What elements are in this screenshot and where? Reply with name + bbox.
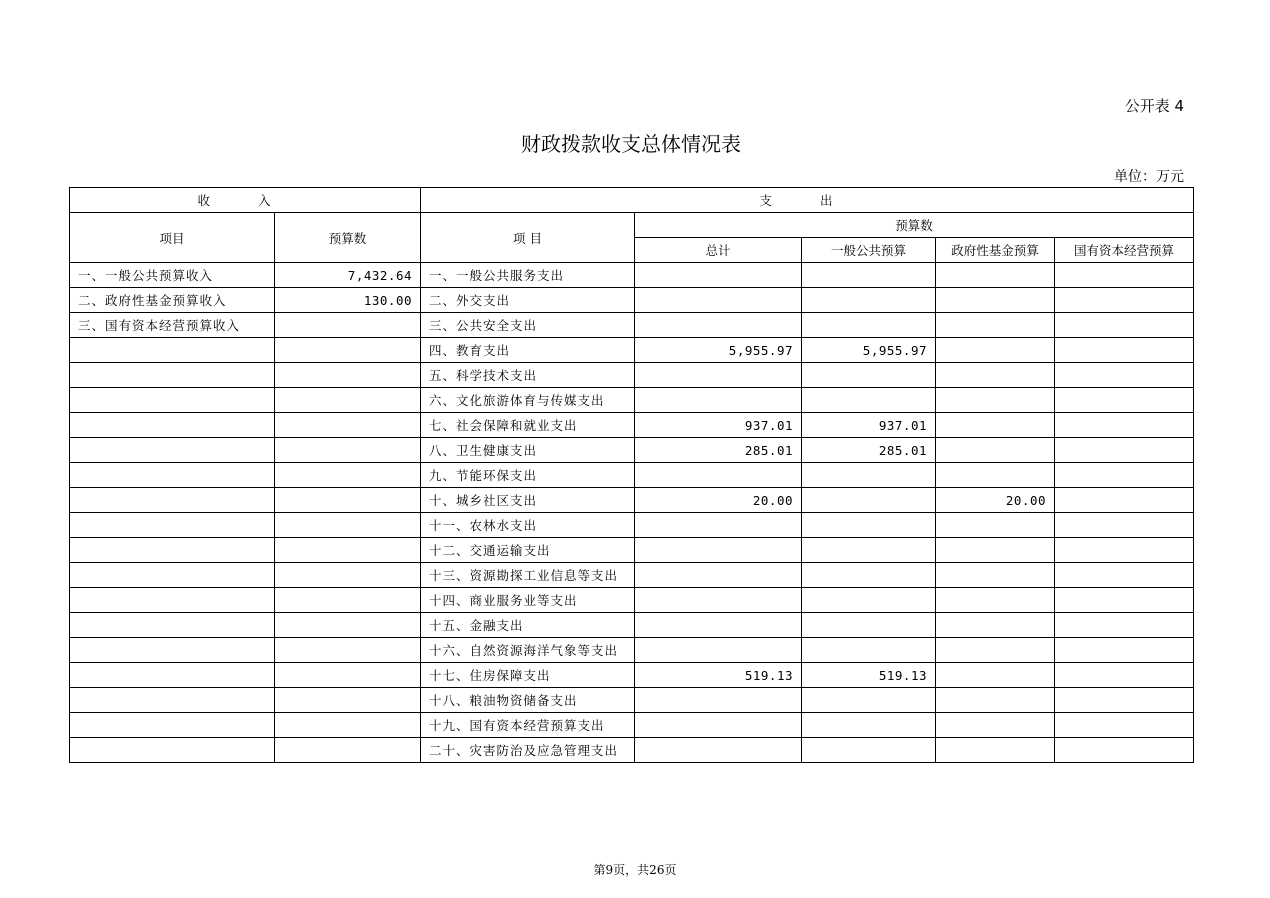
income-value-cell <box>275 638 421 663</box>
income-item-header: 项目 <box>70 213 275 263</box>
income-item-cell <box>70 563 275 588</box>
expense-budget-header: 预算数 <box>635 213 1194 238</box>
state-capital-cell <box>1055 413 1194 438</box>
state-capital-cell <box>1055 388 1194 413</box>
expense-item-cell: 十、城乡社区支出 <box>421 488 635 513</box>
income-item-cell <box>70 438 275 463</box>
income-value-cell <box>275 313 421 338</box>
gov-fund-cell <box>936 588 1055 613</box>
income-item-cell <box>70 338 275 363</box>
income-item-cell <box>70 738 275 763</box>
income-item-cell <box>70 488 275 513</box>
expense-item-cell: 十四、商业服务业等支出 <box>421 588 635 613</box>
state-capital-cell <box>1055 738 1194 763</box>
total-cell <box>635 738 802 763</box>
gov-fund-cell <box>936 663 1055 688</box>
general-budget-cell <box>802 588 936 613</box>
general-budget-cell <box>802 563 936 588</box>
expense-item-cell: 三、公共安全支出 <box>421 313 635 338</box>
table-row <box>70 488 1194 513</box>
state-capital-cell <box>1055 538 1194 563</box>
gov-fund-cell <box>936 313 1055 338</box>
expense-item-cell: 十七、住房保障支出 <box>421 663 635 688</box>
gov-fund-cell <box>936 563 1055 588</box>
state-capital-cell <box>1055 513 1194 538</box>
table-row <box>70 713 1194 738</box>
income-budget-header: 预算数 <box>275 213 421 263</box>
income-item-cell <box>70 513 275 538</box>
general-budget-cell <box>802 388 936 413</box>
general-budget-cell <box>802 688 936 713</box>
page-title: 财政拨款收支总体情况表 <box>521 132 741 156</box>
gov-fund-cell <box>936 438 1055 463</box>
general-budget-cell: 5,955.97 <box>802 338 936 363</box>
income-header: 收 入 <box>70 188 421 213</box>
income-value-cell <box>275 413 421 438</box>
table-row <box>70 613 1194 638</box>
total-cell <box>635 563 802 588</box>
table-row <box>70 363 1194 388</box>
gov-fund-cell <box>936 388 1055 413</box>
general-budget-cell <box>802 288 936 313</box>
income-value-cell <box>275 463 421 488</box>
income-value-cell <box>275 538 421 563</box>
expense-item-cell: 十六、自然资源海洋气象等支出 <box>421 638 635 663</box>
table-row <box>70 288 1194 313</box>
gov-fund-cell <box>936 513 1055 538</box>
general-budget-cell <box>802 313 936 338</box>
state-capital-cell <box>1055 313 1194 338</box>
table-row <box>70 388 1194 413</box>
expense-item-cell: 十一、农林水支出 <box>421 513 635 538</box>
gov-fund-cell: 20.00 <box>936 488 1055 513</box>
total-cell <box>635 288 802 313</box>
budget-table <box>69 187 1194 763</box>
state-capital-cell <box>1055 713 1194 738</box>
income-value-cell <box>275 438 421 463</box>
expense-item-cell: 四、教育支出 <box>421 338 635 363</box>
total-cell: 5,955.97 <box>635 338 802 363</box>
general-budget-cell <box>802 638 936 663</box>
state-capital-cell <box>1055 363 1194 388</box>
total-cell <box>635 588 802 613</box>
income-value-cell <box>275 713 421 738</box>
total-cell <box>635 263 802 288</box>
total-cell: 519.13 <box>635 663 802 688</box>
gov-fund-cell <box>936 463 1055 488</box>
gov-fund-cell <box>936 263 1055 288</box>
table-row <box>70 688 1194 713</box>
state-capital-cell <box>1055 563 1194 588</box>
general-budget-cell <box>802 613 936 638</box>
total-cell <box>635 538 802 563</box>
table-row <box>70 663 1194 688</box>
expense-item-cell: 二十、灾害防治及应急管理支出 <box>421 738 635 763</box>
income-value-cell <box>275 738 421 763</box>
gov-fund-cell <box>936 538 1055 563</box>
gov-fund-cell <box>936 338 1055 363</box>
total-header: 总计 <box>635 238 802 263</box>
total-cell <box>635 688 802 713</box>
income-item-cell <box>70 463 275 488</box>
total-cell <box>635 638 802 663</box>
income-item-cell <box>70 363 275 388</box>
income-item-cell <box>70 638 275 663</box>
total-cell: 285.01 <box>635 438 802 463</box>
state-capital-cell <box>1055 638 1194 663</box>
income-item-cell: 一、一般公共预算收入 <box>70 263 275 288</box>
general-budget-cell: 285.01 <box>802 438 936 463</box>
income-value-cell <box>275 363 421 388</box>
expense-item-cell: 十五、金融支出 <box>421 613 635 638</box>
state-capital-cell <box>1055 588 1194 613</box>
general-budget-cell <box>802 488 936 513</box>
income-item-cell <box>70 713 275 738</box>
gov-fund-cell <box>936 613 1055 638</box>
income-value-cell <box>275 663 421 688</box>
expense-item-cell: 六、文化旅游体育与传媒支出 <box>421 388 635 413</box>
expense-item-cell: 二、外交支出 <box>421 288 635 313</box>
table-row <box>70 588 1194 613</box>
general-budget-cell <box>802 513 936 538</box>
total-cell <box>635 313 802 338</box>
income-item-cell <box>70 538 275 563</box>
gov-fund-cell <box>936 713 1055 738</box>
state-capital-cell <box>1055 613 1194 638</box>
gov-fund-cell <box>936 413 1055 438</box>
income-value-cell: 7,432.64 <box>275 263 421 288</box>
gov-fund-cell <box>936 363 1055 388</box>
income-value-cell <box>275 388 421 413</box>
gov-fund-cell <box>936 688 1055 713</box>
total-cell <box>635 388 802 413</box>
general-budget-cell <box>802 538 936 563</box>
income-item-cell <box>70 588 275 613</box>
income-value-cell <box>275 488 421 513</box>
income-item-cell <box>70 388 275 413</box>
expense-item-cell: 十八、粮油物资储备支出 <box>421 688 635 713</box>
income-value-cell <box>275 338 421 363</box>
total-cell <box>635 613 802 638</box>
expense-item-cell: 五、科学技术支出 <box>421 363 635 388</box>
table-row <box>70 638 1194 663</box>
state-capital-cell <box>1055 338 1194 363</box>
general-budget-header: 一般公共预算 <box>802 238 936 263</box>
expense-item-cell: 一、一般公共服务支出 <box>421 263 635 288</box>
table-row <box>70 563 1194 588</box>
expense-header: 支 出 <box>421 188 1194 213</box>
doc-label: 公开表 4 <box>1124 97 1184 115</box>
state-capital-cell <box>1055 688 1194 713</box>
income-value-cell <box>275 513 421 538</box>
expense-item-cell: 七、社会保障和就业支出 <box>421 413 635 438</box>
table-row <box>70 413 1194 438</box>
general-budget-cell <box>802 363 936 388</box>
income-value-cell: 130.00 <box>275 288 421 313</box>
general-budget-cell <box>802 713 936 738</box>
general-budget-cell <box>802 463 936 488</box>
expense-item-header: 项 目 <box>421 213 635 263</box>
general-budget-cell: 519.13 <box>802 663 936 688</box>
page-footer: 第9页，共26页 <box>593 863 677 877</box>
expense-item-cell: 十三、资源勘探工业信息等支出 <box>421 563 635 588</box>
total-cell: 937.01 <box>635 413 802 438</box>
income-item-cell: 三、国有资本经营预算收入 <box>70 313 275 338</box>
state-capital-cell <box>1055 463 1194 488</box>
expense-item-cell: 九、节能环保支出 <box>421 463 635 488</box>
table-row <box>70 538 1194 563</box>
unit-label: 单位：万元 <box>1114 169 1184 185</box>
total-cell <box>635 513 802 538</box>
state-capital-cell <box>1055 263 1194 288</box>
state-capital-cell <box>1055 663 1194 688</box>
state-capital-cell <box>1055 488 1194 513</box>
income-value-cell <box>275 688 421 713</box>
gov-fund-header: 政府性基金预算 <box>936 238 1055 263</box>
total-cell <box>635 713 802 738</box>
gov-fund-cell <box>936 738 1055 763</box>
state-capital-header: 国有资本经营预算 <box>1055 238 1194 263</box>
income-item-cell <box>70 663 275 688</box>
table-row <box>70 313 1194 338</box>
state-capital-cell <box>1055 438 1194 463</box>
income-value-cell <box>275 588 421 613</box>
general-budget-cell <box>802 738 936 763</box>
gov-fund-cell <box>936 288 1055 313</box>
general-budget-cell <box>802 263 936 288</box>
expense-item-cell: 十九、国有资本经营预算支出 <box>421 713 635 738</box>
general-budget-cell: 937.01 <box>802 413 936 438</box>
income-value-cell <box>275 613 421 638</box>
table-row <box>70 263 1194 288</box>
table-row <box>70 463 1194 488</box>
total-cell <box>635 363 802 388</box>
gov-fund-cell <box>936 638 1055 663</box>
state-capital-cell <box>1055 288 1194 313</box>
table-row <box>70 338 1194 363</box>
income-item-cell <box>70 688 275 713</box>
income-item-cell: 二、政府性基金预算收入 <box>70 288 275 313</box>
table-row <box>70 438 1194 463</box>
table-row <box>70 738 1194 763</box>
income-item-cell <box>70 413 275 438</box>
income-value-cell <box>275 563 421 588</box>
expense-item-cell: 十二、交通运输支出 <box>421 538 635 563</box>
table-body <box>70 263 1194 763</box>
income-item-cell <box>70 613 275 638</box>
expense-item-cell: 八、卫生健康支出 <box>421 438 635 463</box>
total-cell <box>635 463 802 488</box>
total-cell: 20.00 <box>635 488 802 513</box>
table-row <box>70 513 1194 538</box>
